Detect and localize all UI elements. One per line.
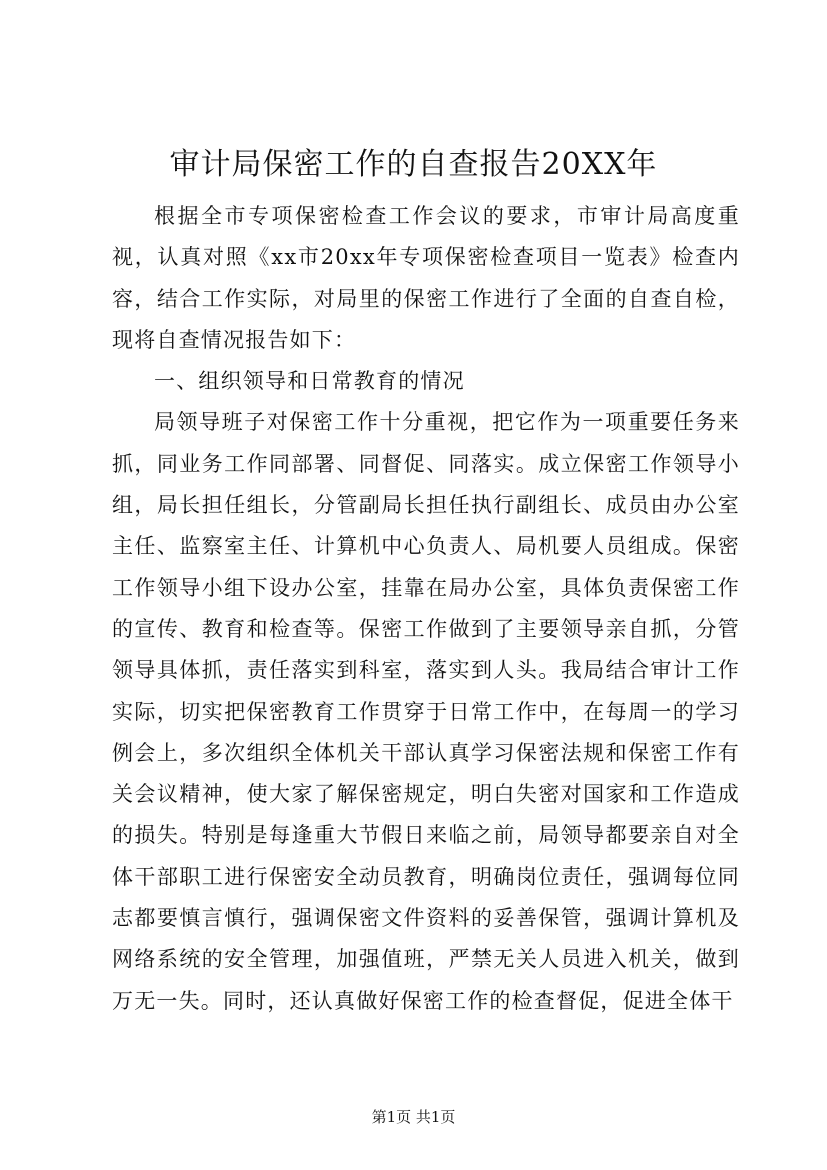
document-body [112, 196, 740, 1022]
document-title: 审计局保密工作的自查报告20XX年 [169, 147, 658, 182]
section-heading: 一、组织领导和日常教育的情况 [154, 369, 465, 394]
paragraph-body: 局领导班子对保密工作十分重视，把它作为一项重要任务来抓，同业务工作同部署、同督促、同落实。成立保密工作领导小组，局长担任组长，分管副局长担任执行副组长、成员由办公室主任、监察室主任、计算机中心负责人、局机要人员组成。保密工作领导小组下设办公室，挂靠在局办公室，具体负责保密工作的宣传、教育和检查等。保密工作做到了主要领导亲自抓，分管领导具体抓，责任落实到科室，落实到人头。我局结合审计工作实际，切实把保密教育工作贯穿于日常工作中，在每周一的学习例会上，多次组织全体机关干部认真学习保密法规和保密工作有关会议精神，使大家了解保密规定，明白失密对国家和工作造成的损失。特别是每逢重大节假日来临之前，局领导都要亲自对全体干部职工进行保密安全动员教育，明确岗位责任，强调每位同志都要慎言慎行，强调保密文件资料的妥善保管，强调计算机及网络系统的安全管理，加强值班，严禁无关人员进入机关，做到万无一失。同时，还认真做好保密工作的检查督促，促进全体干 [112, 410, 740, 1013]
page-footer: 第1页 共1页 [371, 1108, 456, 1126]
paragraph-intro: 根据全市专项保密检查工作会议的要求，市审计局高度重视，认真对照《xx市20xx年专项保密检查项目一览表》检查内容，结合工作实际，对局里的保密工作进行了全面的自查自检，现将自查情况报告如下： [112, 204, 740, 352]
